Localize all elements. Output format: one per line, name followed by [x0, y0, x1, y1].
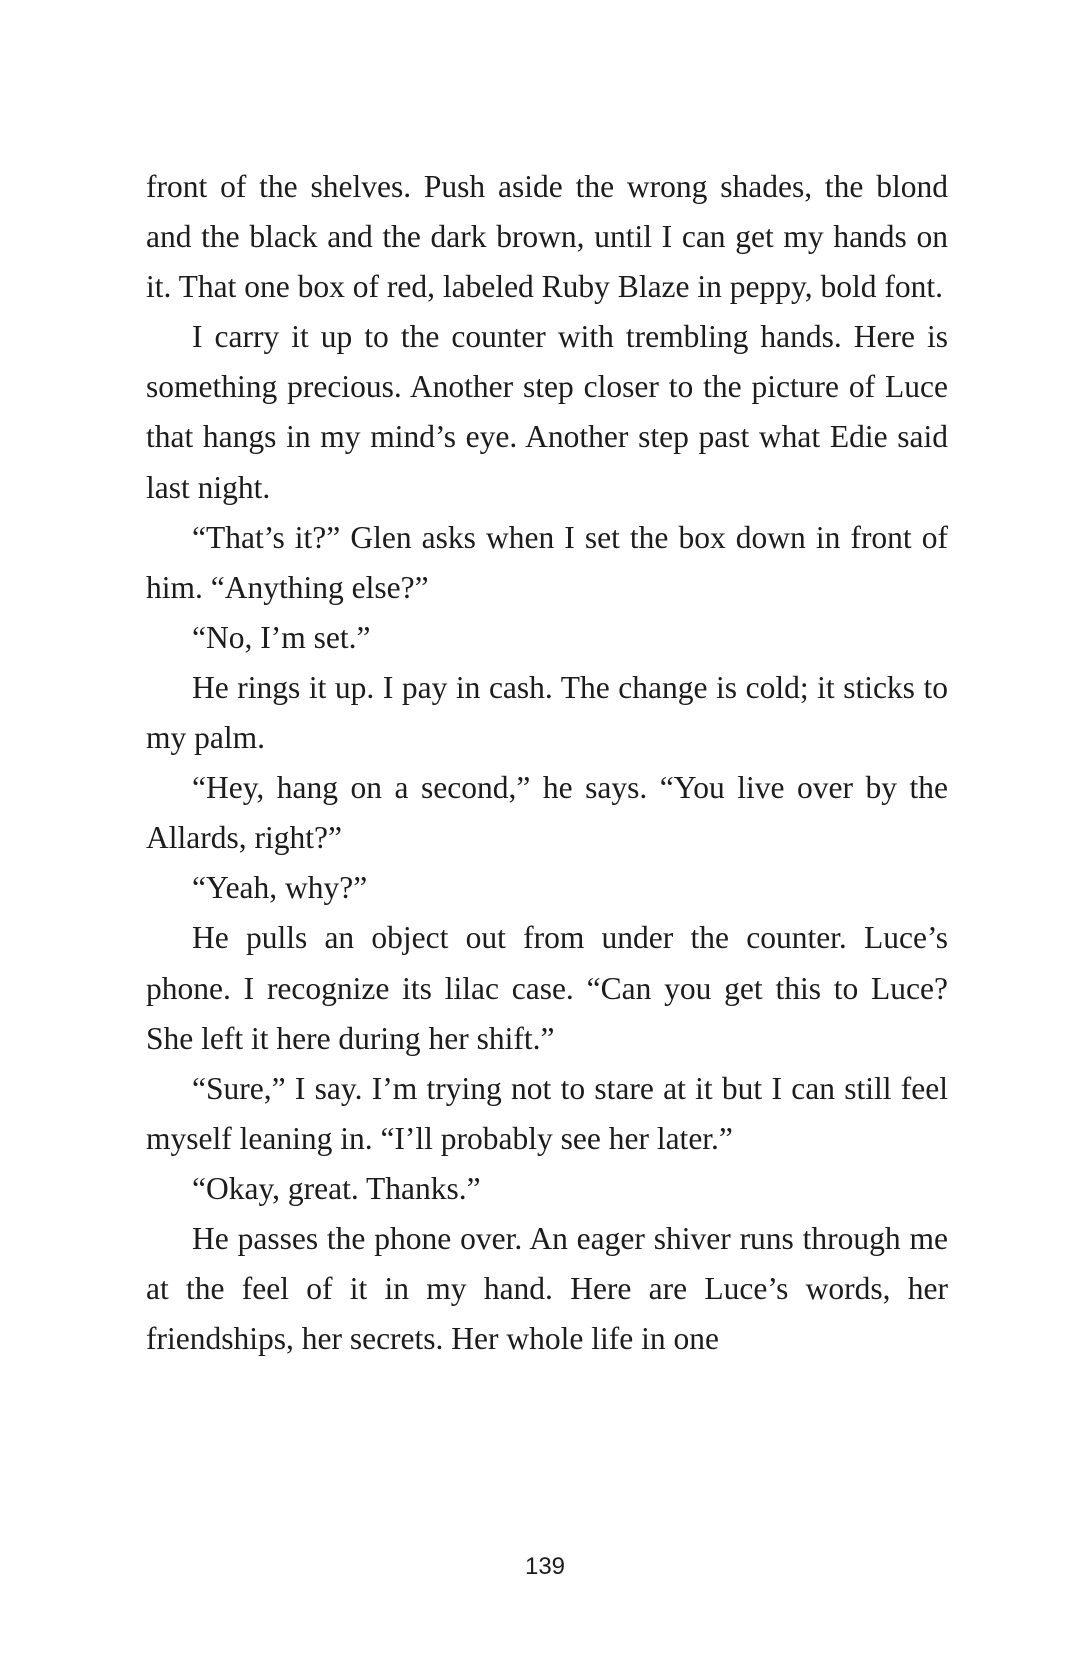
paragraph: He passes the phone over. An eager shiver runs through me at the feel of it in my hand. Here are Luce’s words, her friendships, her secrets. Her whole life in one — [146, 1220, 948, 1357]
paragraph: He rings it up. I pay in cash. The change is cold; it sticks to my palm. — [146, 669, 948, 756]
paragraph: “Hey, hang on a second,” he says. “You live over by the Allards, right?” — [146, 770, 948, 856]
paragraph: “Yeah, why?” — [192, 870, 368, 906]
paragraph: “Okay, great. Thanks.” — [192, 1170, 481, 1206]
body-text — [146, 162, 948, 1364]
page-number: 139 — [524, 1553, 566, 1580]
paragraph: “That’s it?” Glen asks when I set the box down in front of him. “Anything else?” — [146, 519, 948, 605]
paragraph: “No, I’m set.” — [192, 619, 371, 655]
paragraph: I carry it up to the counter with trembling hands. Here is something precious. Another step closer to the picture of Luce that hangs in my mind’s eye. Another step past what Edie said last night. — [146, 319, 948, 505]
paragraph-continued: front of the shelves. Push aside the wrong shades, the blond and the black and the dark brown, until I can get my hands on it. That one box of red, labeled Ruby Blaze in peppy, bold font. — [146, 169, 948, 305]
paragraph: He pulls an object out from under the counter. Luce’s phone. I recognize its lilac case. “Can you get this to Luce? She left it here during her shift.” — [146, 920, 948, 1056]
paragraph: “Sure,” I say. I’m trying not to stare at it but I can still feel myself leaning in. “I’ll probably see her later.” — [146, 1070, 948, 1156]
